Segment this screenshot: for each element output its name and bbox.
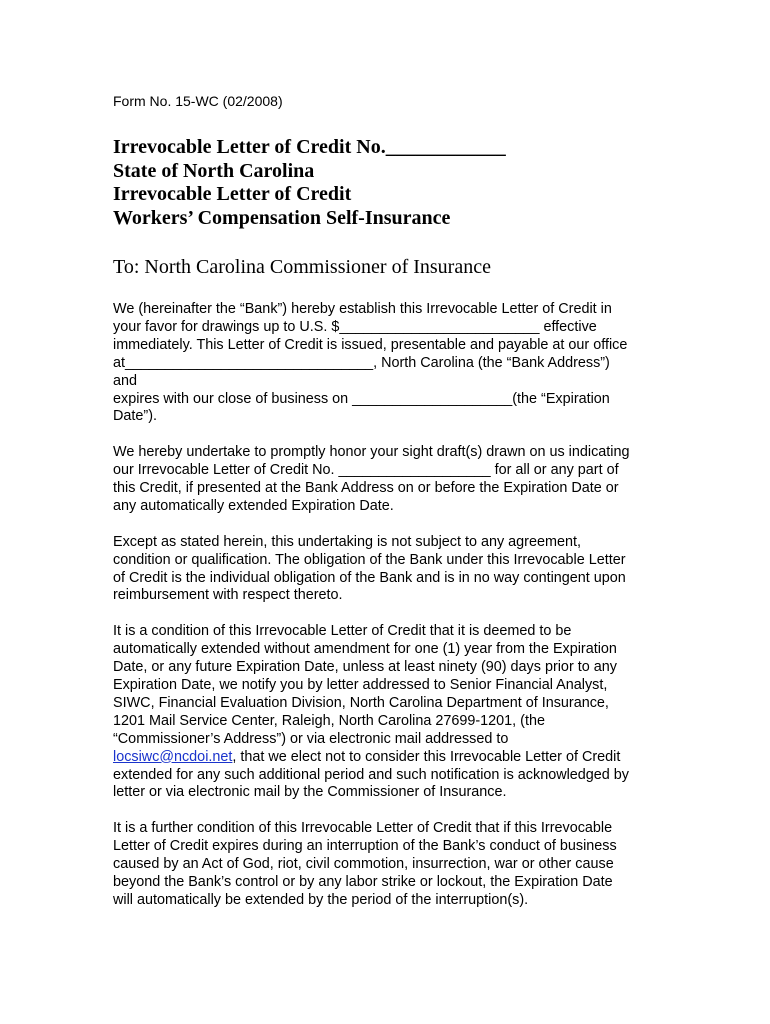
email-link[interactable]: locsiwc@ncdoi.net — [113, 748, 233, 765]
text-line: Except as stated herein, this undertaking is not subject to any agreement, — [113, 533, 581, 550]
text-line: We (hereinafter the “Bank”) hereby establish this Irrevocable Letter of Credit in — [113, 301, 612, 317]
text-line: 1201 Mail Service Center, Raleigh, North Carolina 27699-1201, (the — [113, 712, 545, 729]
text-line: our Irrevocable Letter of Credit No. ___________________ for all or any part of — [113, 462, 619, 479]
text-line: Expiration Date, we notify you by letter addressed to Senior Financial Analyst, — [113, 676, 608, 693]
paragraph-undertaking — [113, 444, 673, 516]
text-line: beyond the Bank’s control or by any labor strike or lockout, the Expiration Date — [113, 873, 613, 890]
text-line: Date, or any future Expiration Date, unless at least ninety (90) days prior to any — [113, 659, 617, 676]
title-block — [113, 136, 506, 230]
text-line: We hereby undertake to promptly honor your sight draft(s) drawn on us indicating — [113, 444, 630, 461]
text-line: at_______________________________, North Carolina (the “Bank Address”) — [113, 354, 610, 371]
text-line: immediately. This Letter of Credit is issued, presentable and payable at our office — [113, 336, 628, 353]
text-line: will automatically be extended by the period of the interruption(s). — [113, 891, 529, 908]
text-line: any automatically extended Expiration Date. — [113, 497, 394, 514]
text-line: SIWC, Financial Evaluation Division, North Carolina Department of Insurance, — [113, 694, 609, 711]
title-letter-of-credit-number: Irrevocable Letter of Credit No.____________ — [113, 136, 506, 158]
text-line: “Commissioner’s Address”) or via electronic mail addressed to — [113, 730, 509, 747]
paragraph-automatic-extension — [113, 623, 673, 802]
text-line: extended for any such additional period and such notification is acknowledged by — [113, 766, 630, 783]
email-line — [113, 749, 673, 767]
text-line: Date”). — [113, 408, 157, 425]
text-line: condition or qualification. The obligation of the Bank under this Irrevocable Letter — [113, 551, 626, 568]
title-workers-compensation: Workers’ Compensation Self-Insurance — [113, 206, 451, 229]
paragraph-establishment — [113, 301, 673, 426]
title-state: State of North Carolina — [113, 159, 315, 182]
addressee-line: To: North Carolina Commissioner of Insurance — [113, 256, 491, 278]
text-line: letter or via electronic mail by the Commissioner of Insurance. — [113, 784, 507, 801]
text-line: caused by an Act of God, riot, civil commotion, insurrection, war or other cause — [113, 856, 614, 873]
text-line: expires with our close of business on ____________________(the “Expiration — [113, 390, 610, 407]
email-line-text: , that we elect not to consider this Irrevocable Letter of Credit — [232, 748, 621, 765]
text-line: reimbursement with respect thereto. — [113, 587, 343, 604]
text-line: It is a condition of this Irrevocable Letter of Credit that it is deemed to be — [113, 623, 572, 640]
text-line: It is a further condition of this Irrevocable Letter of Credit that if this Irrevocable — [113, 820, 613, 837]
title-letter-of-credit: Irrevocable Letter of Credit — [113, 183, 352, 205]
text-line: Letter of Credit expires during an interruption of the Bank’s conduct of business — [113, 838, 617, 855]
text-line: this Credit, if presented at the Bank Address on or before the Expiration Date or — [113, 480, 619, 497]
paragraph-obligation — [113, 534, 673, 606]
text-line: automatically extended without amendment for one (1) year from the Expiration — [113, 641, 617, 658]
text-line: of Credit is the individual obligation of the Bank and is in no way contingent upon — [113, 569, 626, 586]
text-line: your favor for drawings up to U.S. $_________________________ effective — [113, 318, 597, 335]
letter-body — [113, 301, 673, 928]
paragraph-interruption — [113, 820, 673, 910]
form-number: Form No. 15-WC (02/2008) — [113, 93, 283, 109]
text-line: and — [113, 372, 138, 389]
